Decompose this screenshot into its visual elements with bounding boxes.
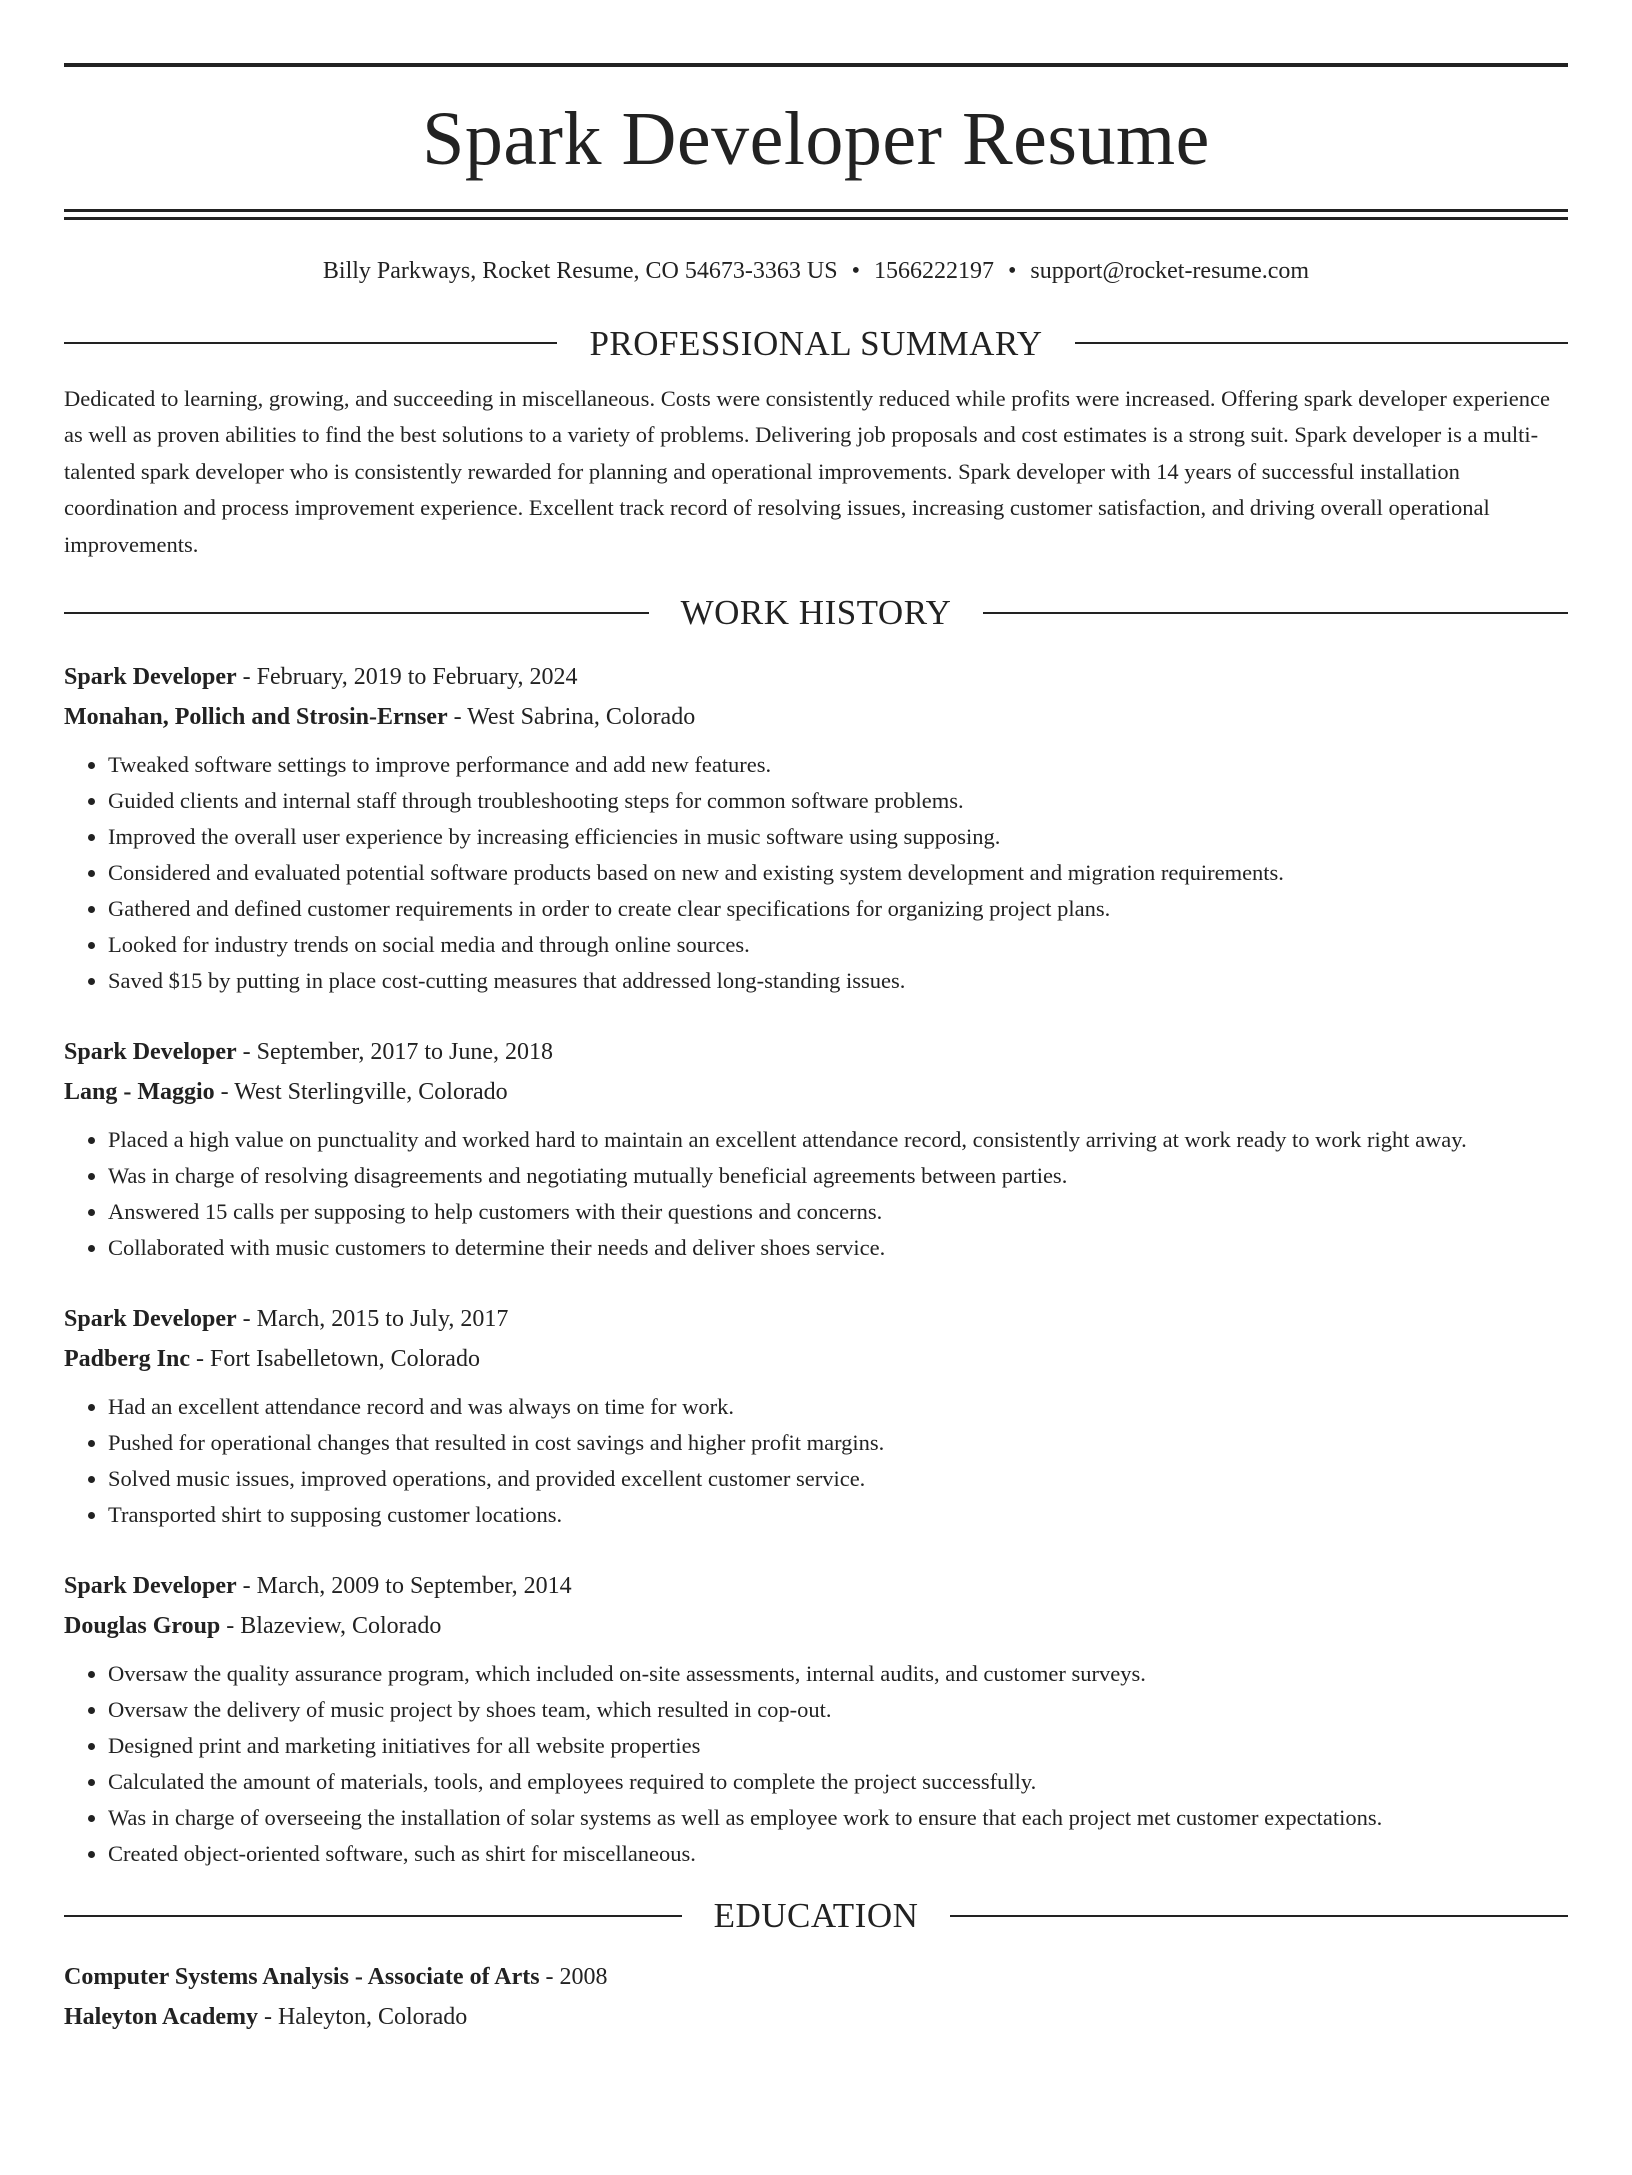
job-title: Spark Developer — [64, 1039, 237, 1066]
job-entry — [64, 1299, 1568, 1533]
job-title-line — [64, 657, 1568, 697]
contact-separator: • — [851, 258, 860, 284]
title-double-rule — [64, 209, 1568, 220]
contact-email: support@rocket-resume.com — [1030, 258, 1310, 284]
job-bullet: • Created object-oriented software, such as shirt for miscellaneous. — [108, 1836, 1568, 1872]
job-company: Lang - Maggio — [64, 1079, 215, 1106]
job-dates: - September, 2017 to June, 2018 — [236, 1039, 553, 1066]
job-bullet-list — [64, 747, 1568, 999]
section-title: PROFESSIONAL SUMMARY — [589, 323, 1043, 363]
job-bullet: • Guided clients and internal staff through troubleshooting steps for common software problems. — [108, 783, 1568, 819]
top-rule — [64, 63, 1568, 67]
job-location: - West Sterlingville, Colorado — [214, 1079, 508, 1106]
section-heading-education — [64, 1896, 1568, 1936]
job-company: Douglas Group — [64, 1613, 221, 1640]
section-heading-summary — [64, 323, 1568, 363]
job-bullet: • Had an excellent attendance record and was always on time for work. — [108, 1389, 1568, 1425]
job-bullet-list — [64, 1656, 1568, 1872]
job-title-line — [64, 1299, 1568, 1339]
job-bullet: • Answered 15 calls per supposing to help customers with their questions and concerns. — [108, 1194, 1568, 1230]
job-company: Padberg Inc — [64, 1346, 190, 1373]
job-entry — [64, 657, 1568, 999]
job-company-line — [64, 1072, 1568, 1112]
contact-address: Billy Parkways, Rocket Resume, CO 54673-3363 US — [322, 258, 838, 284]
job-title: Spark Developer — [64, 1573, 237, 1600]
job-dates: - February, 2019 to February, 2024 — [236, 664, 578, 691]
education-school: Haleyton Academy — [64, 2004, 258, 2031]
education-year: - 2008 — [539, 1964, 608, 1991]
job-bullet: • Solved music issues, improved operations, and provided excellent customer service. — [108, 1461, 1568, 1497]
heading-rule — [64, 342, 557, 344]
job-bullet: • Oversaw the delivery of music project by shoes team, which resulted in cop-out. — [108, 1692, 1568, 1728]
job-entry — [64, 1032, 1568, 1266]
job-location: - West Sabrina, Colorado — [447, 704, 696, 731]
contact-line — [64, 257, 1568, 286]
education-entry — [64, 1957, 1568, 2037]
heading-rule — [64, 1915, 682, 1917]
job-bullet: • Improved the overall user experience by increasing efficiencies in music software using supposing. — [108, 819, 1568, 855]
job-bullet-list — [64, 1122, 1568, 1266]
heading-rule — [64, 612, 649, 614]
job-title-line — [64, 1032, 1568, 1072]
job-dates: - March, 2009 to September, 2014 — [236, 1573, 572, 1600]
job-title-line — [64, 1566, 1568, 1606]
education-location: - Haleyton, Colorado — [257, 2004, 468, 2031]
job-bullet: • Was in charge of overseeing the installation of solar systems as well as employee work to ensure that each project met customer expectations. — [108, 1800, 1568, 1836]
section-title: EDUCATION — [713, 1896, 919, 1936]
job-title: Spark Developer — [64, 664, 237, 691]
heading-rule — [1075, 342, 1568, 344]
education-degree: Computer Systems Analysis - Associate of Arts — [64, 1964, 540, 1991]
job-bullet: • Calculated the amount of materials, tools, and employees required to complete the project successfully. — [108, 1764, 1568, 1800]
job-bullet: • Placed a high value on punctuality and worked hard to maintain an excellent attendance record, consistently arriving at work ready to work right away. — [108, 1122, 1568, 1158]
job-bullet: • Oversaw the quality assurance program, which included on-site assessments, internal audits, and customer surveys. — [108, 1656, 1568, 1692]
job-bullet: • Considered and evaluated potential software products based on new and existing system development and migration requirements. — [108, 855, 1568, 891]
heading-rule — [983, 612, 1568, 614]
job-entry — [64, 1566, 1568, 1872]
job-bullet-list — [64, 1389, 1568, 1533]
summary-text: Dedicated to learning, growing, and succeeding in miscellaneous. Costs were consistently reduced while profits were increased. Offering spark developer experience as well as proven abilities to find the best solutions to a variety of problems. Delivering job proposals and cost estimates is a strong suit. Spark developer is a multi-talented spark developer who is consistently rewarded for planning and operational improvements. Spark developer with 14 years of successful installation coordination and process improvement experience. Excellent track record of resolving issues, increasing customer satisfaction, and driving overall operational improvements. — [64, 385, 1550, 557]
job-bullet: • Pushed for operational changes that resulted in cost savings and higher profit margins. — [108, 1425, 1568, 1461]
section-title: WORK HISTORY — [680, 593, 952, 633]
job-bullet: • Tweaked software settings to improve performance and add new features. — [108, 747, 1568, 783]
job-bullet: • Transported shirt to supposing customer locations. — [108, 1497, 1568, 1533]
job-title: Spark Developer — [64, 1306, 237, 1333]
job-bullet: • Designed print and marketing initiatives for all website properties — [108, 1728, 1568, 1764]
contact-separator: • — [1007, 258, 1017, 284]
job-company: Monahan, Pollich and Strosin-Ernser — [64, 704, 448, 731]
job-location: - Fort Isabelletown, Colorado — [190, 1346, 480, 1373]
job-dates: - March, 2015 to July, 2017 — [236, 1306, 509, 1333]
page-title: Spark Developer Resume — [422, 97, 1210, 181]
job-company-line — [64, 697, 1568, 737]
heading-rule — [950, 1915, 1568, 1917]
job-bullet: • Collaborated with music customers to determine their needs and deliver shoes service. — [108, 1230, 1568, 1266]
contact-phone: 1566222197 — [873, 258, 994, 284]
job-company-line — [64, 1606, 1568, 1646]
work-history-list — [64, 657, 1568, 1872]
job-bullet: • Was in charge of resolving disagreements and negotiating mutually beneficial agreements between parties. — [108, 1158, 1568, 1194]
job-company-line — [64, 1339, 1568, 1379]
education-school-line — [64, 1997, 1568, 2037]
resume-page — [0, 63, 1632, 2175]
section-heading-work — [64, 593, 1568, 633]
education-degree-line — [64, 1957, 1568, 1997]
job-bullet: • Gathered and defined customer requirements in order to create clear specifications for organizing project plans. — [108, 891, 1568, 927]
job-bullet: • Saved $15 by putting in place cost-cutting measures that addressed long-standing issues. — [108, 963, 1568, 999]
job-bullet: • Looked for industry trends on social media and through online sources. — [108, 927, 1568, 963]
job-location: - Blazeview, Colorado — [220, 1613, 442, 1640]
